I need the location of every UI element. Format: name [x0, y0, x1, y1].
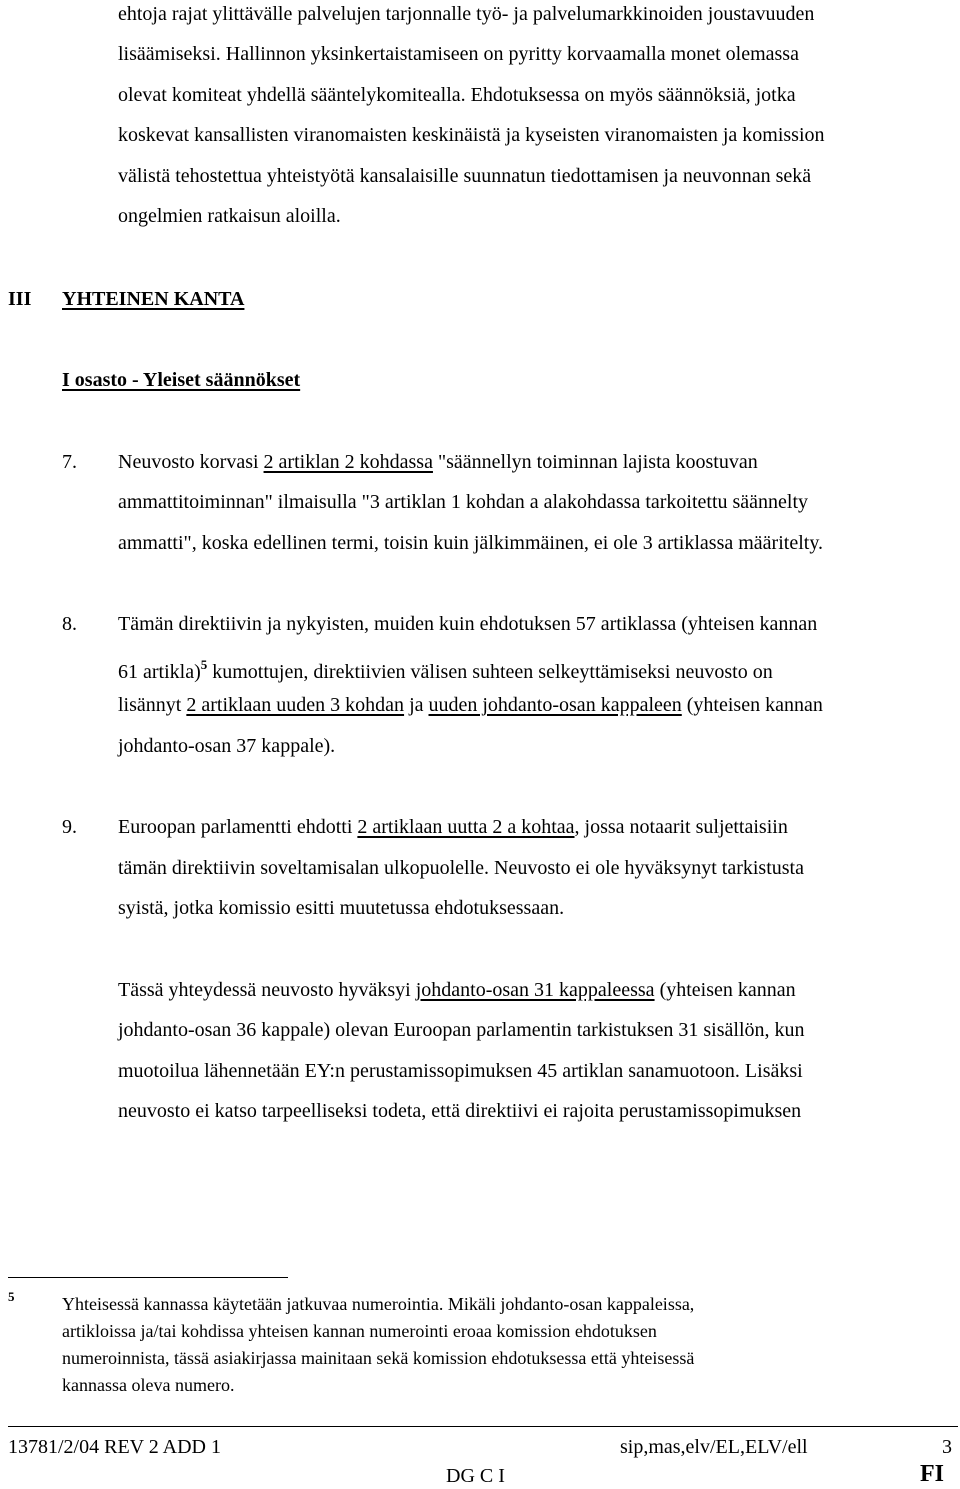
- text: Tässä yhteydessä neuvosto hyväksyi: [118, 979, 416, 1001]
- text: lisännyt: [118, 694, 187, 716]
- text: Euroopan parlamentti ehdotti: [118, 816, 358, 838]
- document-reference: 13781/2/04 REV 2 ADD 1: [8, 1436, 221, 1458]
- language-code: FI: [920, 1461, 944, 1487]
- page-number: 3: [942, 1436, 952, 1458]
- paragraph-9-line-2: tämän direktiivin soveltamisalan ulkopuolelle. Neuvosto ei ole hyväksynyt tarkistusta: [118, 857, 804, 879]
- article-reference: 2 artiklaan uutta 2 a kohtaa: [357, 816, 575, 838]
- footnote-line: Yhteisessä kannassa käytetään jatkuvaa numerointia. Mikäli johdanto-osan kappaleissa,: [62, 1294, 695, 1314]
- author-initials: sip,mas,elv/EL,ELV/ell: [620, 1436, 808, 1458]
- intro-line: olevat komiteat yhdellä sääntelykomitealla. Ehdotuksessa on myös säännöksiä, jotka: [118, 84, 796, 106]
- intro-line: välistä tehostettua yhteistyötä kansalaisille suunnatun tiedottamisen ja neuvonnan sekä: [118, 165, 812, 187]
- paragraph-number: 9.: [62, 816, 77, 838]
- intro-line: lisäämiseksi. Hallinnon yksinkertaistamiseen on pyritty korvaamalla monet olemassa: [118, 43, 799, 65]
- article-reference: 2 artiklaan uuden 3 kohdan: [186, 694, 405, 716]
- text: "säännellyn toiminnan lajista koostuvan: [432, 451, 758, 473]
- paragraph-10-line-2: johdanto-osan 36 kappale) olevan Euroopan parlamentin tarkistuksen 31 sisällön, kun: [118, 1019, 805, 1041]
- paragraph-8-line-3: [118, 693, 823, 717]
- directorate-general: DG C I: [446, 1465, 505, 1487]
- text: , jossa notaarit suljettaisiin: [574, 816, 788, 838]
- text: 61 artikla): [118, 661, 201, 683]
- footnote-marker: 5: [8, 1289, 15, 1304]
- subsection-title: I osasto - Yleiset säännökset: [62, 369, 301, 391]
- footnote-line: artikloissa ja/tai kohdissa yhteisen kannan numerointi eroaa komission ehdotuksen: [62, 1321, 657, 1341]
- footnote-line: numeroinnista, tässä asiakirjassa mainitaan sekä komission ehdotuksessa että yhteisessä: [62, 1348, 695, 1368]
- recital-reference: uuden johdanto-osan kappaleen: [428, 694, 682, 716]
- section-title: YHTEINEN KANTA: [62, 288, 245, 310]
- footnote-line: kannassa oleva numero.: [62, 1375, 235, 1395]
- paragraph-number: 7.: [62, 451, 77, 473]
- paragraph-8-line-1: Tämän direktiivin ja nykyisten, muiden kuin ehdotuksen 57 artiklassa (yhteisen kannan: [118, 613, 818, 635]
- paragraph-7-line-2: ammattitoiminnan" ilmaisulla "3 artiklan 1 kohdan a alakohdassa tarkoitettu säännelty: [118, 491, 809, 513]
- paragraph-8-line-2: [118, 653, 773, 684]
- paragraph-8-line-4: johdanto-osan 37 kappale).: [118, 735, 336, 757]
- paragraph-7-line-1: [118, 450, 758, 474]
- paragraph-10-line-4: neuvosto ei katso tarpeelliseksi todeta, että direktiivi ei rajoita perustamissopimuksen: [118, 1100, 802, 1122]
- footnote-reference: 5: [200, 657, 208, 672]
- intro-line: ongelmien ratkaisun aloilla.: [118, 205, 341, 227]
- text: (yhteisen kannan: [654, 979, 796, 1001]
- paragraph-10-line-1: [118, 978, 796, 1002]
- footnote-separator: [8, 1277, 288, 1278]
- paragraph-9-line-1: [118, 815, 788, 839]
- paragraph-9-line-3: syistä, jotka komissio esitti muutetussa ehdotuksessaan.: [118, 897, 565, 919]
- intro-line: ehtoja rajat ylittävälle palvelujen tarjonnalle työ- ja palvelumarkkinoiden joustavuuden: [118, 3, 815, 25]
- footer-rule: [8, 1426, 958, 1427]
- article-reference: 2 artiklan 2 kohdassa: [263, 451, 433, 473]
- recital-reference: johdanto-osan 31 kappaleessa: [415, 979, 655, 1001]
- paragraph-10-line-3: muotoilua lähennetään EY:n perustamissopimuksen 45 artiklan sanamuotoon. Lisäksi: [118, 1060, 803, 1082]
- intro-line: koskevat kansallisten viranomaisten keskinäistä ja kyseisten viranomaisten ja komission: [118, 124, 825, 146]
- text: kumottujen, direktiivien välisen suhteen selkeyttämiseksi neuvosto on: [207, 661, 773, 683]
- text: Neuvosto korvasi: [118, 451, 264, 473]
- paragraph-7-line-3: ammatti", koska edellinen termi, toisin kuin jälkimmäinen, ei ole 3 artiklassa määritelty.: [118, 532, 824, 554]
- section-number: III: [8, 288, 32, 310]
- text: (yhteisen kannan: [681, 694, 823, 716]
- paragraph-number: 8.: [62, 613, 77, 635]
- text: ja: [404, 694, 429, 716]
